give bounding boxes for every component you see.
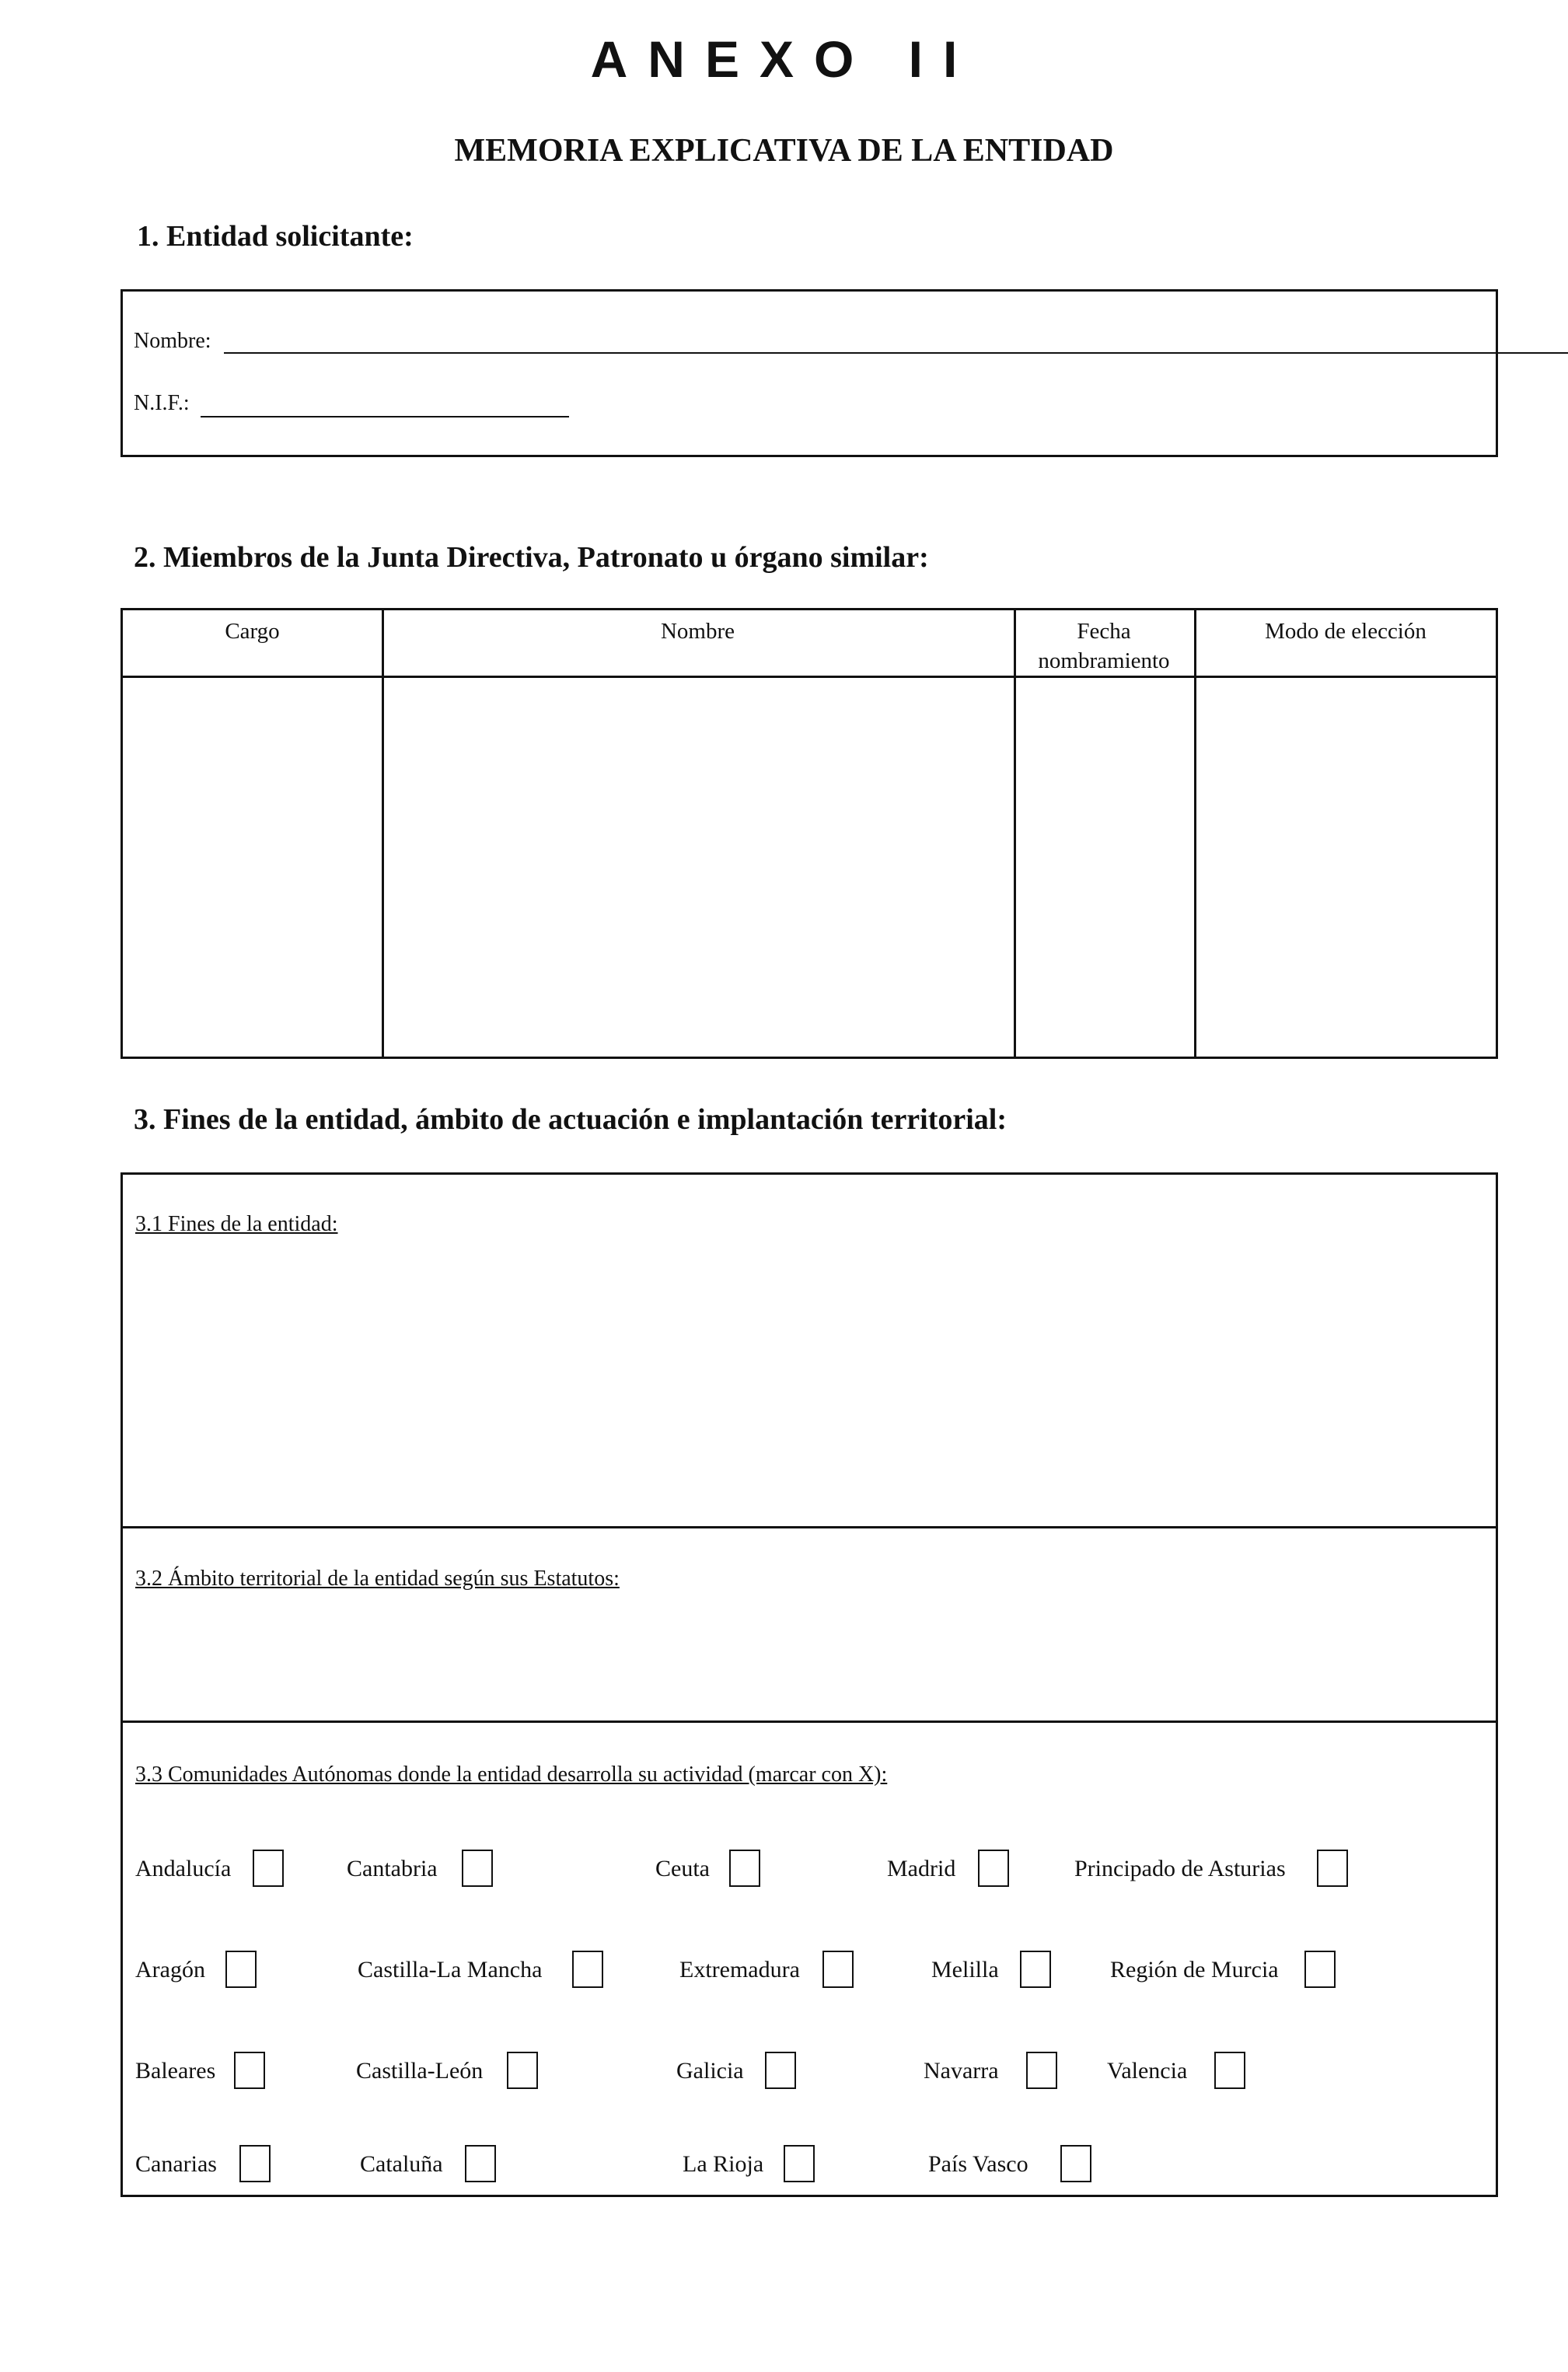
region-checkbox[interactable] [784, 2145, 815, 2182]
region-checkbox[interactable] [225, 1951, 257, 1988]
members-table [120, 608, 1498, 1059]
page-title: ANEXO II [590, 30, 978, 88]
region-checkbox[interactable] [507, 2052, 538, 2089]
region-checkbox[interactable] [1026, 2052, 1057, 2089]
section-1-heading: 1. Entidad solicitante: [137, 220, 414, 253]
region-label: Melilla [931, 1957, 999, 1982]
region-label: Baleares [135, 2058, 216, 2084]
sub-3-1: 3.1 Fines de la entidad: [135, 1212, 338, 1236]
region-checkbox[interactable] [239, 2145, 271, 2182]
region-checkbox[interactable] [729, 1850, 760, 1887]
page-subtitle: MEMORIA EXPLICATIVA DE LA ENTIDAD [454, 133, 1114, 169]
region-checkbox[interactable] [462, 1850, 493, 1887]
region-checkbox[interactable] [1317, 1850, 1348, 1887]
region-label: Principado de Asturias [1074, 1856, 1286, 1881]
region-label: Castilla-La Mancha [358, 1957, 543, 1982]
region-label: Cataluña [360, 2151, 443, 2177]
nif-label: N.I.F.: [134, 391, 190, 415]
col-nombre: Nombre [660, 619, 735, 644]
region-checkbox[interactable] [765, 2052, 796, 2089]
region-label: Andalucía [135, 1856, 232, 1881]
entity-box [120, 289, 1498, 457]
col-cargo: Cargo [225, 619, 280, 644]
region-label: La Rioja [683, 2151, 764, 2177]
region-checkbox[interactable] [253, 1850, 284, 1887]
region-label: Madrid [887, 1856, 956, 1881]
col-fecha: Fecha nombramiento [1038, 619, 1170, 673]
region-checkbox[interactable] [1304, 1951, 1336, 1988]
region-label: Región de Murcia [1110, 1957, 1279, 1982]
region-checkbox[interactable] [978, 1850, 1009, 1887]
region-label: Extremadura [679, 1957, 800, 1982]
region-checkbox[interactable] [1060, 2145, 1091, 2182]
region-checkbox[interactable] [822, 1951, 854, 1988]
region-checkbox[interactable] [1214, 2052, 1245, 2089]
name-field[interactable] [224, 352, 1568, 354]
region-label: Navarra [924, 2058, 999, 2084]
divider-3-1 [123, 1526, 1496, 1528]
region-label: Valencia [1107, 2058, 1188, 2084]
sub-3-2: 3.2 Ámbito territorial de la entidad según sus Estatutos: [135, 1567, 620, 1591]
region-label: Castilla-León [356, 2058, 484, 2084]
region-label: Cantabria [347, 1856, 438, 1881]
name-label: Nombre: [134, 329, 211, 353]
col-divider-3 [1194, 610, 1196, 1057]
col-modo: Modo de elección [1265, 619, 1427, 644]
region-label: Ceuta [655, 1856, 710, 1881]
region-checkbox[interactable] [465, 2145, 496, 2182]
col-divider-2 [1014, 610, 1016, 1057]
region-label: Canarias [135, 2151, 217, 2177]
section-3-box [120, 1172, 1498, 2197]
region-label: País Vasco [928, 2151, 1028, 2177]
region-checkbox[interactable] [234, 2052, 265, 2089]
region-label: Aragón [135, 1957, 205, 1982]
col-divider-1 [382, 610, 384, 1057]
region-checkbox[interactable] [572, 1951, 603, 1988]
region-checkbox[interactable] [1020, 1951, 1051, 1988]
sub-3-3: 3.3 Comunidades Autónomas donde la entidad desarrolla su actividad (marcar con X): [135, 1762, 888, 1787]
nif-field[interactable] [201, 416, 569, 417]
section-3-heading: 3. Fines de la entidad, ámbito de actuación e implantación territorial: [134, 1103, 1008, 1136]
header-divider [123, 676, 1496, 678]
section-2-heading: 2. Miembros de la Junta Directiva, Patronato u órgano similar: [134, 541, 929, 574]
region-label: Galicia [676, 2058, 744, 2084]
divider-3-2 [123, 1720, 1496, 1723]
